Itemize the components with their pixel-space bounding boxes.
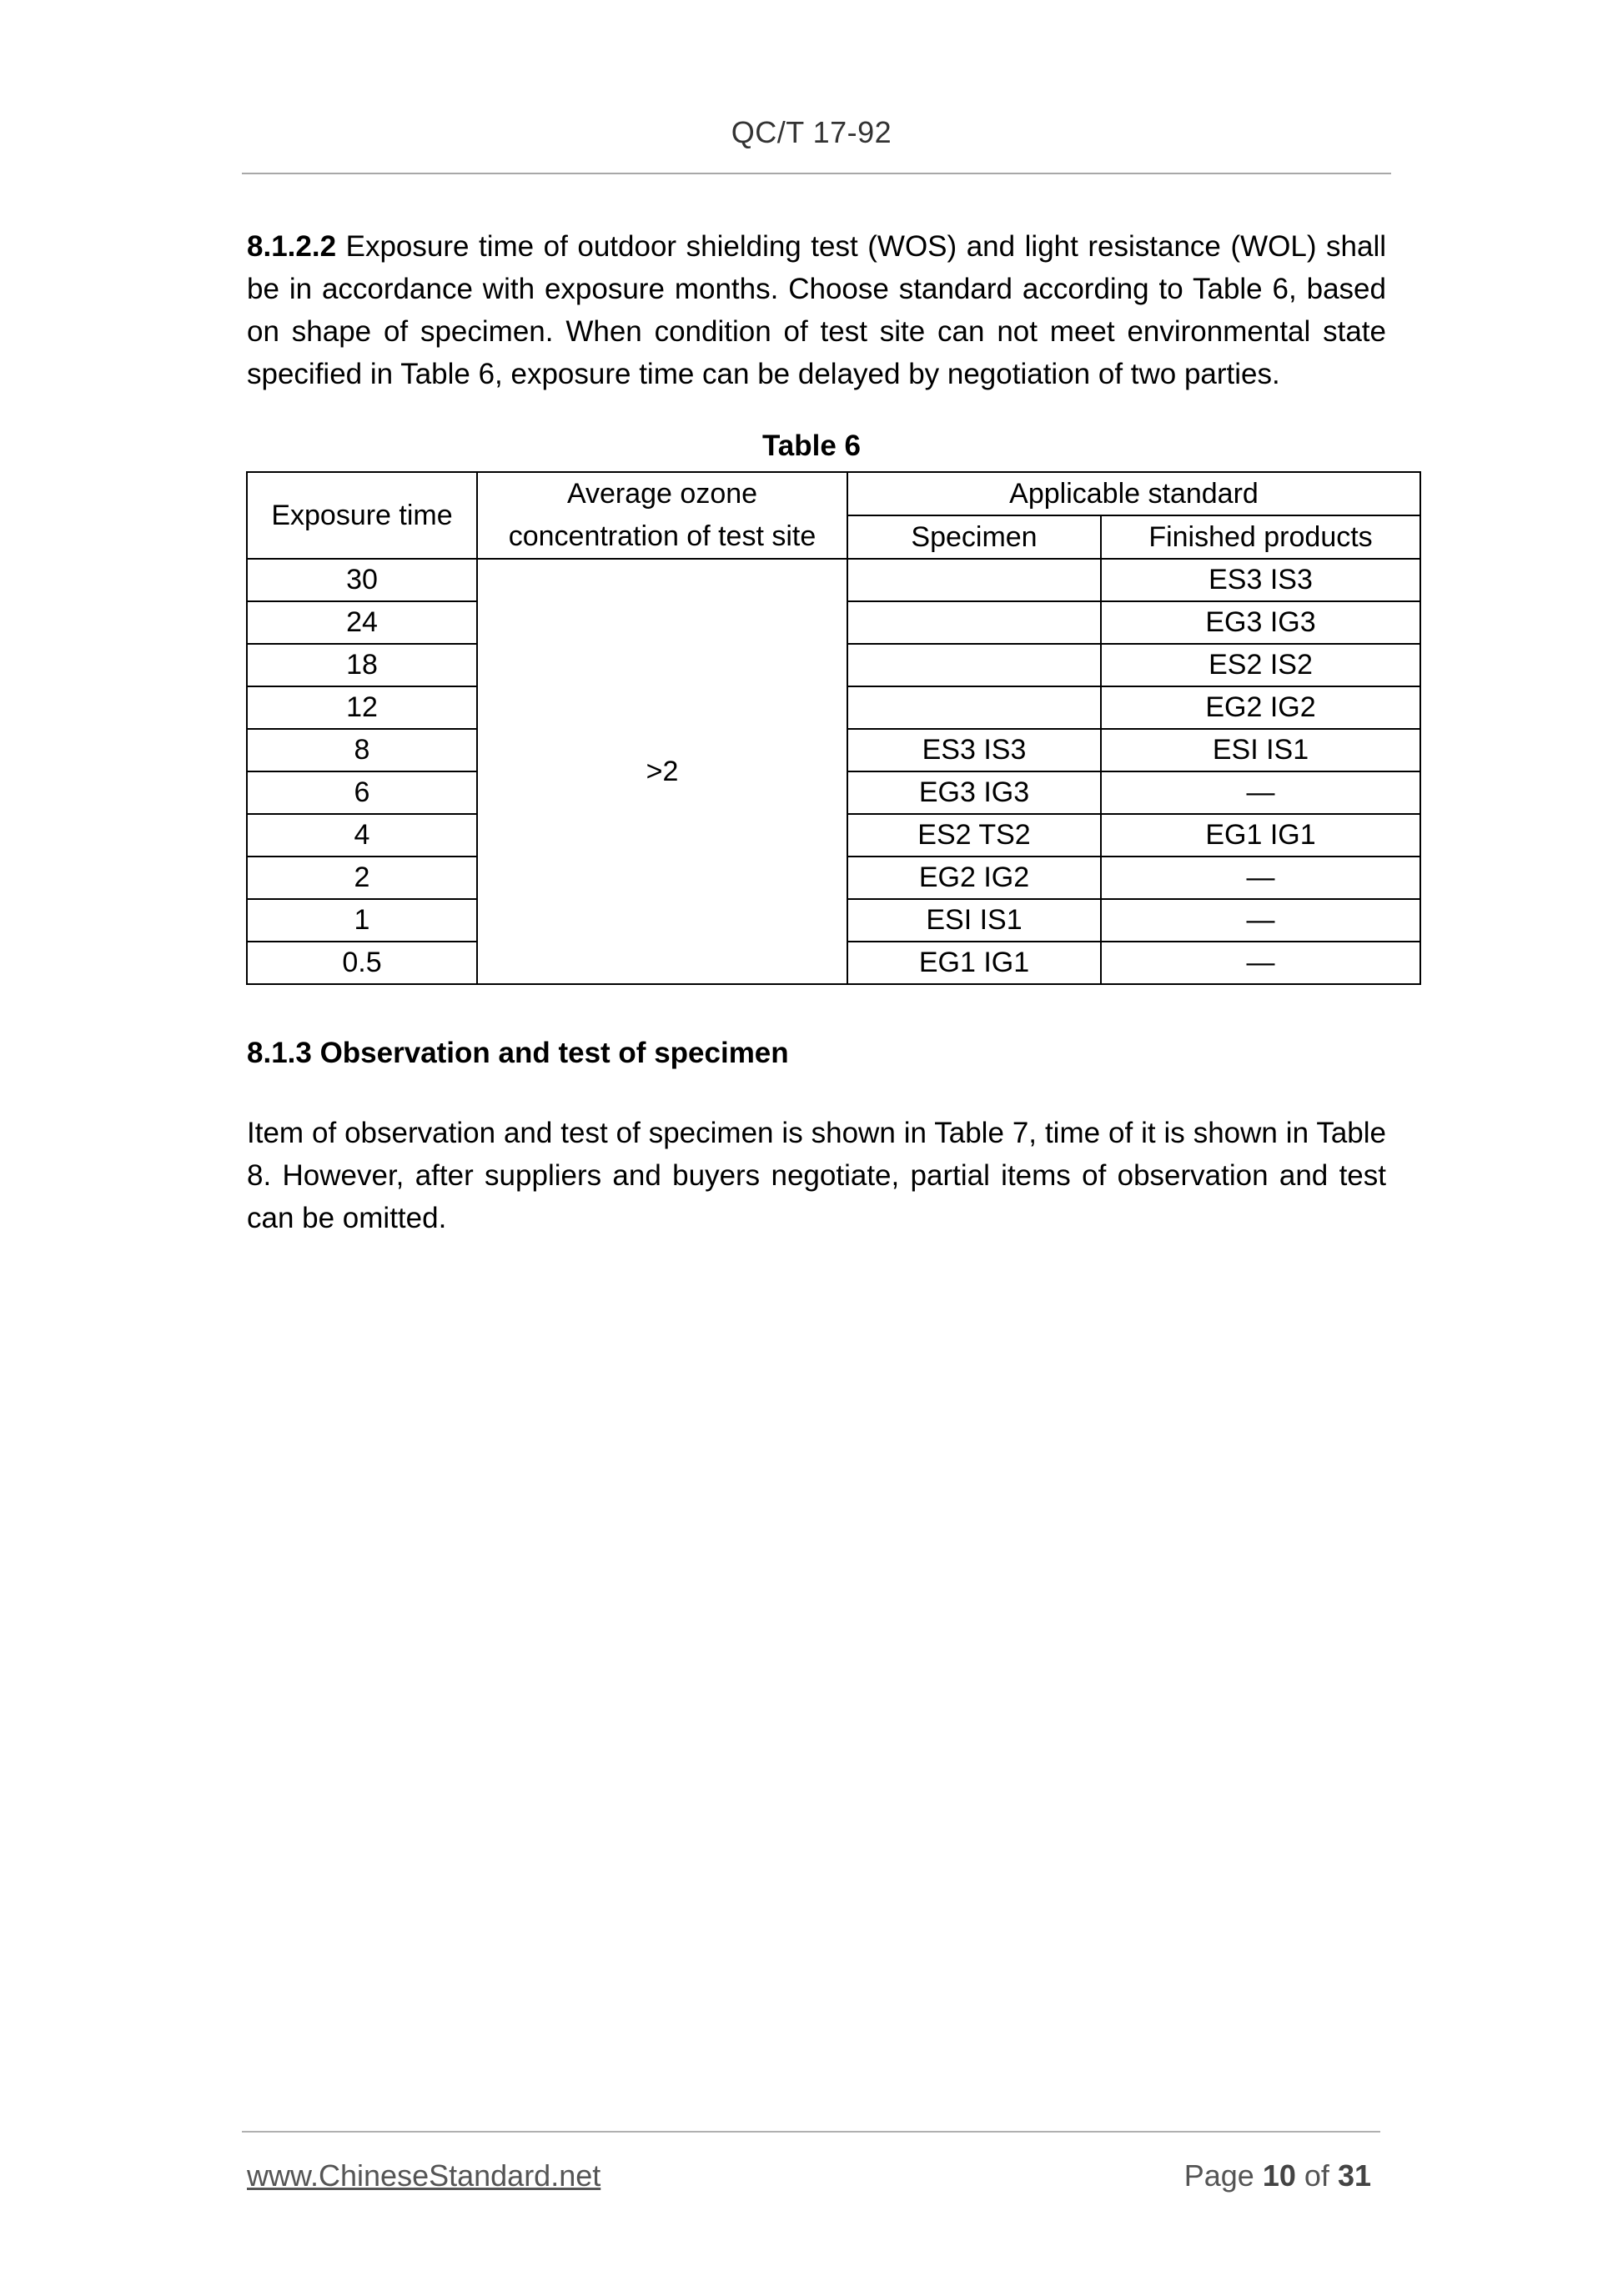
header-exposure-time: Exposure time (247, 472, 477, 559)
clause-text: Exposure time of outdoor shielding test (WOS) and light resistance (WOL) shall be in accordance with exposure months. Choose standard according to Table 6, based on shape of specimen. When condition of test site can not meet environmental state specified in Table 6, exposure time can be delayed by negotiation of two parties. (247, 230, 1386, 390)
header-ozone-line-1: Average ozone (566, 478, 758, 510)
cell-finished-products: EG2 IG2 (1101, 686, 1420, 729)
cell-exposure-time: 0.5 (247, 942, 477, 984)
header-divider (242, 173, 1391, 174)
cell-specimen (847, 559, 1101, 601)
cell-specimen: ESI IS1 (847, 899, 1101, 942)
cell-exposure-time: 6 (247, 771, 477, 814)
cell-finished-products: ES3 IS3 (1101, 559, 1420, 601)
footer-website-link[interactable]: www.ChineseStandard.net (247, 2158, 601, 2193)
header-ozone-concentration (477, 472, 847, 559)
cell-specimen: EG2 IG2 (847, 857, 1101, 899)
cell-exposure-time: 30 (247, 559, 477, 601)
clause-8-1-2-2 (247, 225, 1386, 395)
document-header-code: QC/T 17-92 (731, 115, 892, 149)
cell-finished-products: EG3 IG3 (1101, 601, 1420, 644)
cell-exposure-time: 12 (247, 686, 477, 729)
cell-specimen: ES2 TS2 (847, 814, 1101, 857)
cell-exposure-time: 2 (247, 857, 477, 899)
footer-divider (242, 2131, 1380, 2133)
cell-finished-products: — (1101, 771, 1420, 814)
cell-exposure-time: 18 (247, 644, 477, 686)
table-header-row-1 (247, 472, 1420, 515)
page-current: 10 (1262, 2158, 1296, 2193)
header-applicable-standard: Applicable standard (847, 472, 1420, 515)
cell-ozone-value: >2 (477, 559, 847, 984)
clause-8-1-3-text: Item of observation and test of specimen is shown in Table 7, time of it is shown in Table 8. However, after suppliers and buyers negotiate, partial items of observation and test can be omitted. (247, 1117, 1386, 1234)
page-prefix: Page (1183, 2158, 1254, 2193)
table-row (247, 559, 1420, 601)
clause-8-1-3-heading: 8.1.3 Observation and test of specimen (247, 1037, 789, 1069)
page-indicator (1184, 2158, 1371, 2193)
clause-number: 8.1.2.2 (247, 230, 337, 263)
cell-specimen (847, 686, 1101, 729)
cell-specimen: EG3 IG3 (847, 771, 1101, 814)
cell-finished-products: — (1101, 899, 1420, 942)
cell-finished-products: — (1101, 857, 1420, 899)
header-finished-products: Finished products (1101, 515, 1420, 559)
cell-exposure-time: 24 (247, 601, 477, 644)
page-of: of (1304, 2158, 1329, 2193)
cell-finished-products: ESI IS1 (1101, 729, 1420, 771)
cell-exposure-time: 8 (247, 729, 477, 771)
page-total: 31 (1337, 2158, 1371, 2193)
cell-exposure-time: 4 (247, 814, 477, 857)
cell-finished-products: — (1101, 942, 1420, 984)
cell-finished-products: ES2 IS2 (1101, 644, 1420, 686)
cell-exposure-time: 1 (247, 899, 477, 942)
header-specimen: Specimen (847, 515, 1101, 559)
header-ozone-line-2: concentration of test site (508, 520, 817, 552)
cell-specimen (847, 601, 1101, 644)
cell-specimen (847, 644, 1101, 686)
cell-specimen: ES3 IS3 (847, 729, 1101, 771)
cell-specimen: EG1 IG1 (847, 942, 1101, 984)
cell-finished-products: EG1 IG1 (1101, 814, 1420, 857)
table-6-body (247, 472, 1420, 984)
table-6 (246, 471, 1421, 985)
table-6-title: Table 6 (761, 430, 861, 462)
